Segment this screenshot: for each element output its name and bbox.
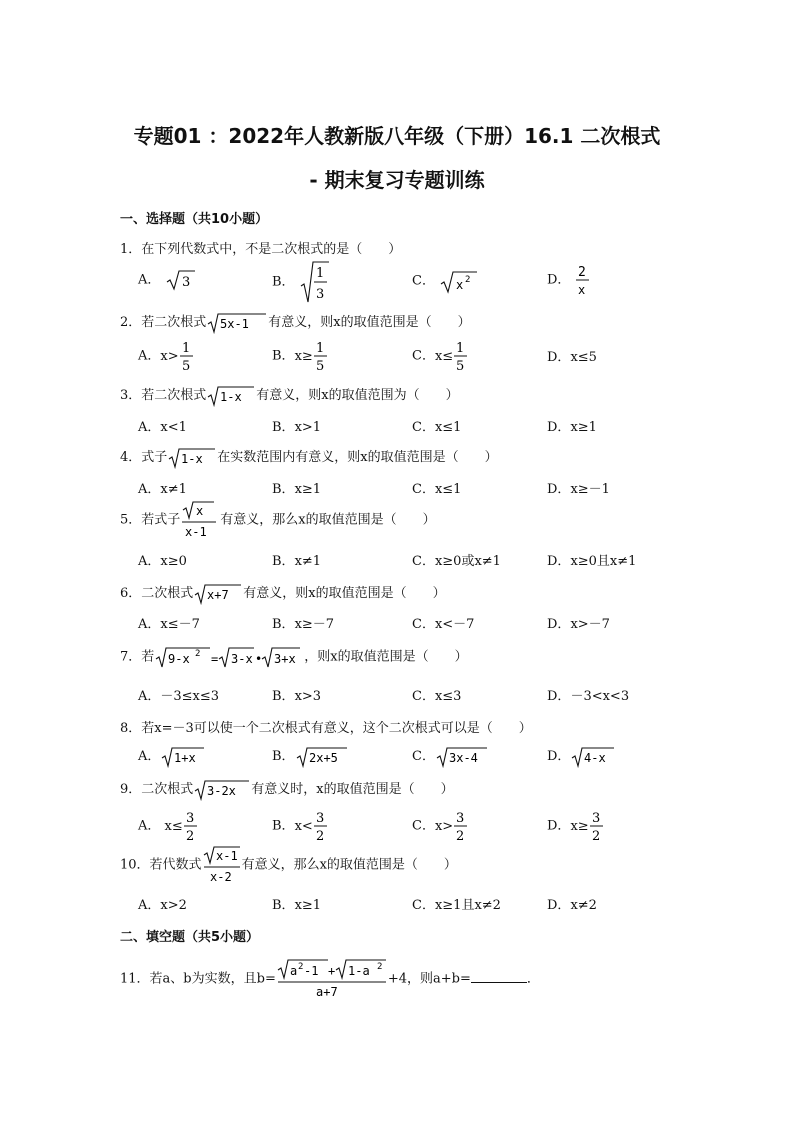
question-math <box>206 312 268 334</box>
svg-text:•: • <box>255 652 263 666</box>
option-math <box>453 338 469 374</box>
option-label: B． <box>272 554 295 569</box>
document-subtitle: - 期末复习专题训练 <box>309 168 485 192</box>
option-label: A． <box>138 898 161 913</box>
question-6-option-c <box>412 613 474 632</box>
option-math <box>435 746 489 768</box>
question-10-option-d <box>547 894 597 913</box>
question-8-option-d <box>547 745 616 768</box>
question-6-option-a <box>138 613 200 632</box>
option-label: C． <box>412 482 435 497</box>
svg-text:1-a: 1-a <box>347 964 370 978</box>
question-text-tail: 有意义，则x的取值范围是（ ） <box>268 315 471 330</box>
svg-text:x-1: x-1 <box>215 849 238 863</box>
question-text: 二次根式 <box>141 782 194 797</box>
svg-text:a+7: a+7 <box>315 985 338 999</box>
option-math <box>299 260 331 304</box>
option-value: x≥－7 <box>294 617 335 632</box>
option-value: x>2 <box>160 898 187 913</box>
svg-text:9-x: 9-x <box>168 652 190 666</box>
option-label: A． <box>138 617 161 632</box>
svg-text:x: x <box>456 278 464 292</box>
option-label: A． <box>138 420 161 435</box>
question-text: 二次根式 <box>141 586 194 601</box>
svg-text:-1: -1 <box>303 964 319 978</box>
question-number: 8． <box>120 721 142 736</box>
option-label: B． <box>272 818 295 834</box>
question-math <box>154 645 304 669</box>
svg-text:2: 2 <box>577 265 586 280</box>
option-label: C． <box>412 898 435 913</box>
question-math <box>276 958 388 1000</box>
option-label: B． <box>272 617 295 632</box>
question-3-option-d <box>547 416 597 435</box>
svg-text:5: 5 <box>456 359 465 374</box>
question-8-option-a <box>138 745 206 768</box>
option-value: x≤ <box>160 818 183 834</box>
question-9 <box>120 778 454 801</box>
svg-text:1: 1 <box>181 341 190 356</box>
option-math <box>313 338 329 374</box>
question-math <box>180 500 220 540</box>
option-label: D． <box>547 617 571 632</box>
question-2-option-a <box>138 338 195 374</box>
option-value: x≠1 <box>294 554 322 569</box>
option-value: x≥0或x≠1 <box>434 554 501 569</box>
option-value: x<－7 <box>434 617 475 632</box>
option-value: x≤ <box>434 348 454 364</box>
svg-text:2x+5: 2x+5 <box>308 750 338 765</box>
option-value: x≤1 <box>434 482 462 497</box>
svg-text:3: 3 <box>456 811 465 826</box>
option-value: x≥1 <box>294 898 322 913</box>
option-math <box>575 262 591 298</box>
option-label: C． <box>412 617 435 632</box>
svg-text:x: x <box>196 504 204 518</box>
question-1 <box>120 238 401 257</box>
option-label: D． <box>547 482 571 497</box>
question-number: 2． <box>120 315 142 330</box>
option-math <box>313 808 329 844</box>
option-label: C． <box>412 689 435 704</box>
question-4-option-b <box>272 478 321 497</box>
question-text: 若a、b为实数，且b= <box>149 971 276 987</box>
question-number: 6． <box>120 586 142 601</box>
option-label: D． <box>547 272 571 288</box>
question-1-option-b <box>272 260 331 304</box>
option-math <box>295 746 349 768</box>
svg-text:x+7: x+7 <box>207 587 229 602</box>
question-math <box>193 583 243 605</box>
svg-text:1: 1 <box>315 266 324 281</box>
question-5-option-c <box>412 550 501 569</box>
option-label: B． <box>272 348 295 364</box>
question-9-option-b <box>272 808 329 844</box>
question-text: 若式子 <box>141 512 181 528</box>
option-math <box>179 338 195 374</box>
option-value: x≥1且x≠2 <box>434 898 501 913</box>
option-value: x≥1 <box>570 420 597 435</box>
question-math <box>206 385 256 407</box>
option-label: C． <box>412 554 435 569</box>
svg-text:x: x <box>577 283 585 297</box>
option-label: C． <box>412 348 435 364</box>
question-5 <box>120 500 436 540</box>
question-number: 11． <box>120 971 150 987</box>
question-number: 7． <box>120 649 142 665</box>
question-text: 若二次根式 <box>141 315 207 330</box>
question-7-option-c <box>412 685 461 704</box>
option-label: C． <box>412 818 435 834</box>
question-2-option-c <box>412 338 469 374</box>
question-10-option-b <box>272 894 321 913</box>
option-label: C． <box>412 273 435 289</box>
svg-text:1: 1 <box>315 341 325 356</box>
question-text-tail: 有意义，那么x的取值范围是（ ） <box>220 512 436 528</box>
option-label: D． <box>547 818 571 834</box>
question-number: 9． <box>120 782 142 797</box>
option-label: A． <box>138 348 161 364</box>
question-number: 1． <box>120 242 142 257</box>
option-value: x>－7 <box>570 617 610 632</box>
option-value: x≥－1 <box>570 482 610 497</box>
svg-text:3: 3 <box>591 811 600 826</box>
option-label: A． <box>138 818 161 834</box>
question-6 <box>120 582 446 605</box>
option-label: A． <box>138 482 161 497</box>
question-text: 若x=－3可以使一个二次根式有意义，这个二次根式可以是（ ） <box>141 721 532 736</box>
option-label: B． <box>272 898 295 913</box>
question-9-option-c <box>412 808 469 844</box>
question-2-option-b <box>272 338 329 374</box>
option-label: C． <box>412 749 435 764</box>
svg-text:x-2: x-2 <box>209 870 232 884</box>
svg-text:2: 2 <box>456 829 465 844</box>
svg-text:4-x: 4-x <box>584 750 607 765</box>
svg-text:1: 1 <box>456 341 465 356</box>
svg-text:1-x: 1-x <box>181 451 203 466</box>
option-value: x≤3 <box>434 689 462 704</box>
option-value: x≤－7 <box>160 617 200 632</box>
question-text-tail: 有意义，则x的取值范围为（ ） <box>256 388 459 403</box>
option-value: x<1 <box>160 420 187 435</box>
question-text: 若代数式 <box>149 857 202 873</box>
option-value: －3<x<3 <box>570 689 630 704</box>
question-text: 若二次根式 <box>141 388 207 403</box>
svg-text:2: 2 <box>315 829 325 844</box>
question-2 <box>120 311 471 334</box>
svg-text:1+x: 1+x <box>174 750 197 765</box>
option-math <box>439 268 479 294</box>
question-4-option-c <box>412 478 461 497</box>
option-value: 3 <box>181 275 190 290</box>
svg-text:5x-1: 5x-1 <box>220 316 250 331</box>
option-value: x≥0 <box>160 554 187 569</box>
question-text-tail: 有意义，则x的取值范围是（ ） <box>243 586 446 601</box>
option-math <box>589 808 605 844</box>
svg-text:2: 2 <box>185 829 195 844</box>
question-number: 5． <box>120 512 142 528</box>
question-9-option-a <box>138 808 199 844</box>
option-label: A． <box>138 749 161 764</box>
question-text-tail: 有意义，那么x的取值范围是（ ） <box>241 857 457 873</box>
question-8-option-b <box>272 745 349 768</box>
question-4 <box>120 446 498 469</box>
question-4-option-a <box>138 478 187 497</box>
option-value: x> <box>434 818 454 834</box>
question-1-option-c <box>412 268 479 294</box>
option-label: C． <box>412 420 435 435</box>
question-math <box>193 779 251 801</box>
question-7 <box>120 645 468 669</box>
option-label: B． <box>272 274 295 290</box>
question-text: 若 <box>141 649 155 665</box>
option-math <box>160 746 206 768</box>
question-math <box>167 447 217 469</box>
svg-text:2: 2 <box>465 275 471 285</box>
section-choice-heading: 一、选择题（共10小题） <box>120 212 269 227</box>
svg-text:a: a <box>289 964 298 978</box>
section-fill-heading: 二、填空题（共5小题） <box>120 930 260 945</box>
question-7-option-a <box>138 685 219 704</box>
question-5-option-b <box>272 550 321 569</box>
option-label: D． <box>547 749 571 764</box>
question-5-option-a <box>138 550 187 569</box>
question-3 <box>120 384 459 407</box>
question-3-option-b <box>272 416 321 435</box>
question-text: 在下列代数式中，不是二次根式的是（ ） <box>141 242 402 257</box>
option-label: B． <box>272 689 295 704</box>
document-title: 专题01 ：2022年人教新版八年级（下册）16.1 二次根式 <box>133 124 661 148</box>
svg-text:3-x: 3-x <box>231 652 253 666</box>
question-text-mid: +4，则a+b= <box>387 971 471 987</box>
question-5-option-d <box>547 550 636 569</box>
question-text-tail: 有意义时，x的取值范围是（ ） <box>251 782 454 797</box>
question-text-tail: ，则x的取值范围是（ ） <box>304 649 468 665</box>
svg-text:3: 3 <box>315 811 325 826</box>
option-label: D． <box>547 420 571 435</box>
option-label: B． <box>272 749 295 764</box>
question-7-option-b <box>272 685 321 704</box>
svg-text:3: 3 <box>185 811 195 826</box>
option-value: －3≤x≤3 <box>160 689 220 704</box>
question-1-option-a <box>138 268 197 292</box>
option-value: x>3 <box>294 689 322 704</box>
svg-text:3-2x: 3-2x <box>207 783 237 798</box>
svg-text:3: 3 <box>315 287 324 302</box>
option-value: x≥0且x≠1 <box>570 554 637 569</box>
question-3-option-a <box>138 416 187 435</box>
question-9-option-d <box>547 808 605 844</box>
svg-text:5: 5 <box>315 359 325 374</box>
question-3-option-c <box>412 416 461 435</box>
question-8-option-c <box>412 745 489 768</box>
svg-text:+: + <box>327 964 336 978</box>
option-math <box>570 746 616 768</box>
question-2-option-d <box>547 346 597 365</box>
question-11 <box>120 958 540 1000</box>
option-value: x≠2 <box>570 898 597 913</box>
question-text-tail: ． <box>526 971 540 987</box>
option-value: x≠1 <box>160 482 187 497</box>
option-label: D． <box>547 689 571 704</box>
question-6-option-b <box>272 613 334 632</box>
question-10-option-c <box>412 894 501 913</box>
question-math <box>202 845 242 885</box>
question-number: 3． <box>120 388 142 403</box>
question-1-option-d <box>547 262 591 298</box>
option-value: x≤5 <box>570 350 597 365</box>
svg-text:3+x: 3+x <box>274 652 296 666</box>
option-value: x≥ <box>294 348 313 364</box>
svg-text:2: 2 <box>195 649 201 659</box>
answer-blank[interactable] <box>471 970 527 983</box>
option-label: A． <box>138 554 161 569</box>
option-math <box>183 808 199 844</box>
option-label: D． <box>547 554 571 569</box>
option-value: x≥1 <box>294 482 322 497</box>
svg-text:5: 5 <box>181 359 190 374</box>
svg-text:2: 2 <box>591 829 600 844</box>
question-text: 式子 <box>141 450 168 465</box>
option-value: x>1 <box>294 420 322 435</box>
question-10 <box>120 845 457 885</box>
option-value: x> <box>160 348 179 364</box>
svg-text:2: 2 <box>297 962 304 972</box>
option-math <box>165 268 197 292</box>
option-math <box>453 808 469 844</box>
svg-text:1-x: 1-x <box>220 389 242 404</box>
question-number: 10． <box>120 857 150 873</box>
question-6-option-d <box>547 613 610 632</box>
option-value: x≤1 <box>434 420 462 435</box>
option-label: D． <box>547 350 571 365</box>
question-7-option-d <box>547 685 629 704</box>
option-value: x≥ <box>570 818 589 834</box>
question-10-option-a <box>138 894 187 913</box>
svg-text:=: = <box>211 652 219 666</box>
question-4-option-d <box>547 478 610 497</box>
svg-text:2: 2 <box>376 962 383 972</box>
option-value: x< <box>294 818 313 834</box>
option-label: B． <box>272 482 295 497</box>
option-label: B． <box>272 420 295 435</box>
question-number: 4． <box>120 450 142 465</box>
option-label: A． <box>138 272 161 288</box>
svg-text:3x-4: 3x-4 <box>448 750 478 765</box>
option-label: D． <box>547 898 571 913</box>
svg-text:x-1: x-1 <box>185 525 207 539</box>
question-text-tail: 在实数范围内有意义，则x的取值范围是（ ） <box>217 450 498 465</box>
question-8 <box>120 717 532 736</box>
option-label: A． <box>138 689 161 704</box>
